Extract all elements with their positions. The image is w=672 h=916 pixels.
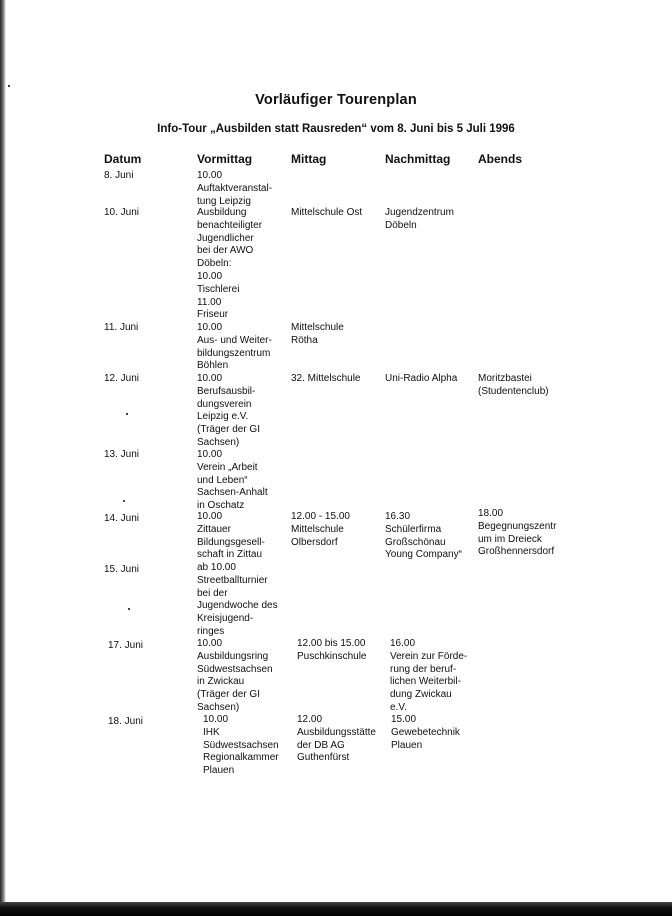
row-vormittag: 10.00 Ausbildungsring Südwestsachsen in Zwickau (Träger der GI Sachsen) <box>197 638 273 713</box>
header-nachmittag: Nachmittag <box>385 152 451 166</box>
row-date: 11. Juni <box>104 322 139 333</box>
scan-edge-bottom <box>0 902 672 916</box>
row-date: 8. Juni <box>104 170 134 181</box>
row-abends: 18.00 Begegnungszentr um im Dreieck Großhennersdorf <box>478 508 557 558</box>
row-mittag: 32. Mittelschule <box>291 373 361 384</box>
row-date: 13. Juni <box>104 449 140 460</box>
row-nachmittag: Jugendzentrum Döbeln <box>385 207 454 231</box>
scan-edge-left <box>0 0 6 916</box>
row-mittag: Mittelschule Rötha <box>291 322 344 346</box>
scan-speck <box>128 608 130 610</box>
row-date: 12. Juni <box>104 373 140 384</box>
row-mittag: 12.00 Ausbildungsstätte der DB AG Guthenfürst <box>297 714 376 764</box>
scan-speck <box>123 500 125 502</box>
row-vormittag: 10.00 Berufsausbil- dungsverein Leipzig e.V. (Träger der GI Sachsen) <box>197 373 260 448</box>
page-title: Vorläufiger Tourenplan <box>255 92 417 108</box>
row-vormittag: ab 10.00 Streetballturnier bei der Jugendwoche des Kreisjugend- ringes <box>197 562 278 637</box>
scan-speck <box>8 85 10 87</box>
header-mittag: Mittag <box>291 152 327 166</box>
row-mittag: 12.00 bis 15.00 Puschkinschule <box>297 638 367 662</box>
row-vormittag: 10.00 Verein „Arbeit und Leben“ Sachsen-Anhalt in Oschatz <box>197 449 268 512</box>
header-vormittag: Vormittag <box>197 152 253 166</box>
row-nachmittag: 16.30 Schülerfirma Großschönau Young Company“ <box>385 511 462 561</box>
row-nachmittag: Uni-Radio Alpha <box>385 373 458 384</box>
row-vormittag: Ausbildung benachteiligter Jugendlicher bei der AWO Döbeln: 10.00 Tischlerei 11.00 Friseur <box>197 207 263 321</box>
row-nachmittag: 15.00 Gewebetechnik Plauen <box>391 714 460 751</box>
row-vormittag: 10.00 Auftaktveranstal- tung Leipzig <box>197 170 273 207</box>
header-abends: Abends <box>478 152 523 166</box>
row-date: 17. Juni <box>108 640 144 651</box>
row-date: 15. Juni <box>104 564 140 575</box>
row-vormittag: 10.00 IHK Südwestsachsen Regionalkammer Plauen <box>203 714 279 777</box>
row-abends: Moritzbastei (Studentenclub) <box>478 373 549 397</box>
row-vormittag: 10.00 Aus- und Weiter- bildungszentrum Böhlen <box>197 322 272 372</box>
header-datum: Datum <box>104 152 142 166</box>
row-date: 18. Juni <box>108 716 144 727</box>
row-nachmittag: 16.00 Verein zur Förde- rung der beruf- lichen Weiterbil- dung Zwickau e.V. <box>390 638 468 713</box>
row-date: 14. Juni <box>104 513 140 524</box>
scan-speck <box>126 413 128 415</box>
row-mittag: Mittelschule Ost <box>291 207 363 218</box>
row-mittag: 12.00 - 15.00 Mittelschule Olbersdorf <box>291 511 350 548</box>
row-vormittag: 10.00 Zittauer Bildungsgesell- schaft in Zittau <box>197 511 265 561</box>
page-subtitle: Info-Tour „Ausbilden statt Rausreden“ vom 8. Juni bis 5 Juli 1996 <box>157 123 515 135</box>
row-date: 10. Juni <box>104 207 140 218</box>
